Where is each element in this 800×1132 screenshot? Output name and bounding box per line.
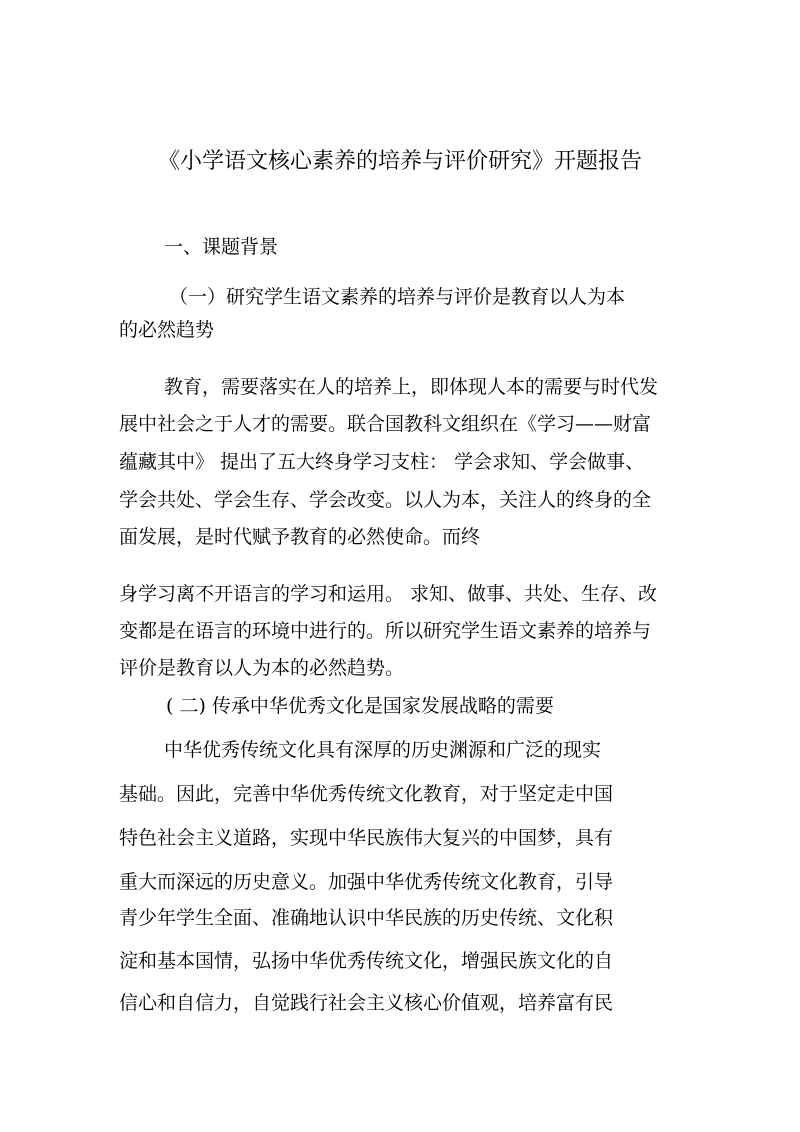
paragraph-line: 信心和自信力，自觉践行社会主义核心价值观，培养富有民	[119, 992, 614, 1014]
paragraph-line: 面发展，是时代赋予教育的必然使命。而终	[119, 526, 481, 548]
paragraph-line: 展中社会之于人才的需要。联合国教科文组织在《学习——财富	[119, 413, 652, 435]
document-title: 《小学语文核心素养的培养与评价研究》开题报告	[157, 149, 642, 174]
paragraph-line: 特色社会主义道路，实现中华民族伟大复兴的中国梦，具有	[119, 827, 614, 849]
subsection-heading-line-2: 的必然趋势	[119, 319, 215, 341]
section-heading: 一、课题背景	[164, 236, 279, 258]
paragraph-line: 青少年学生全面、准确地认识中华民族的历史传统、文化积	[119, 907, 614, 929]
paragraph-line: 教育，需要落实在人的培养上，即体现人本的需要与时代发	[164, 376, 659, 398]
paragraph-line: 学会共处、学会生存、学会改变。以人为本，关注人的终身的全	[119, 489, 652, 511]
paragraph-line: 身学习离不开语言的学习和运用。 求知、做事、共处、生存、改	[119, 583, 658, 605]
subsection-heading-line-1: （一）研究学生语文素养的培养与评价是教育以人为本	[169, 286, 626, 308]
paragraph-line: 淀和基本国情，弘扬中华优秀传统文化，增强民族文化的自	[119, 950, 614, 972]
paragraph-line: 变都是在语言的环境中进行的。所以研究学生语文素养的培养与	[119, 620, 652, 642]
paragraph-line: 中华优秀传统文化具有深厚的历史渊源和广泛的现实	[164, 739, 602, 761]
paragraph-line: 重大而深远的历史意义。加强中华优秀传统文化教育，引导	[119, 871, 614, 893]
paragraph-line: 基础。因此，完善中华优秀传统文化教育，对于坚定走中国	[119, 783, 614, 805]
subsection-heading: ( 二) 传承中华优秀文化是国家发展战略的需要	[166, 695, 554, 717]
paragraph-line: 评价是教育以人为本的必然趋势。	[119, 657, 405, 679]
paragraph-line: 蕴藏其中》 提出了五大终身学习支柱： 学会求知、学会做事、	[119, 451, 645, 473]
